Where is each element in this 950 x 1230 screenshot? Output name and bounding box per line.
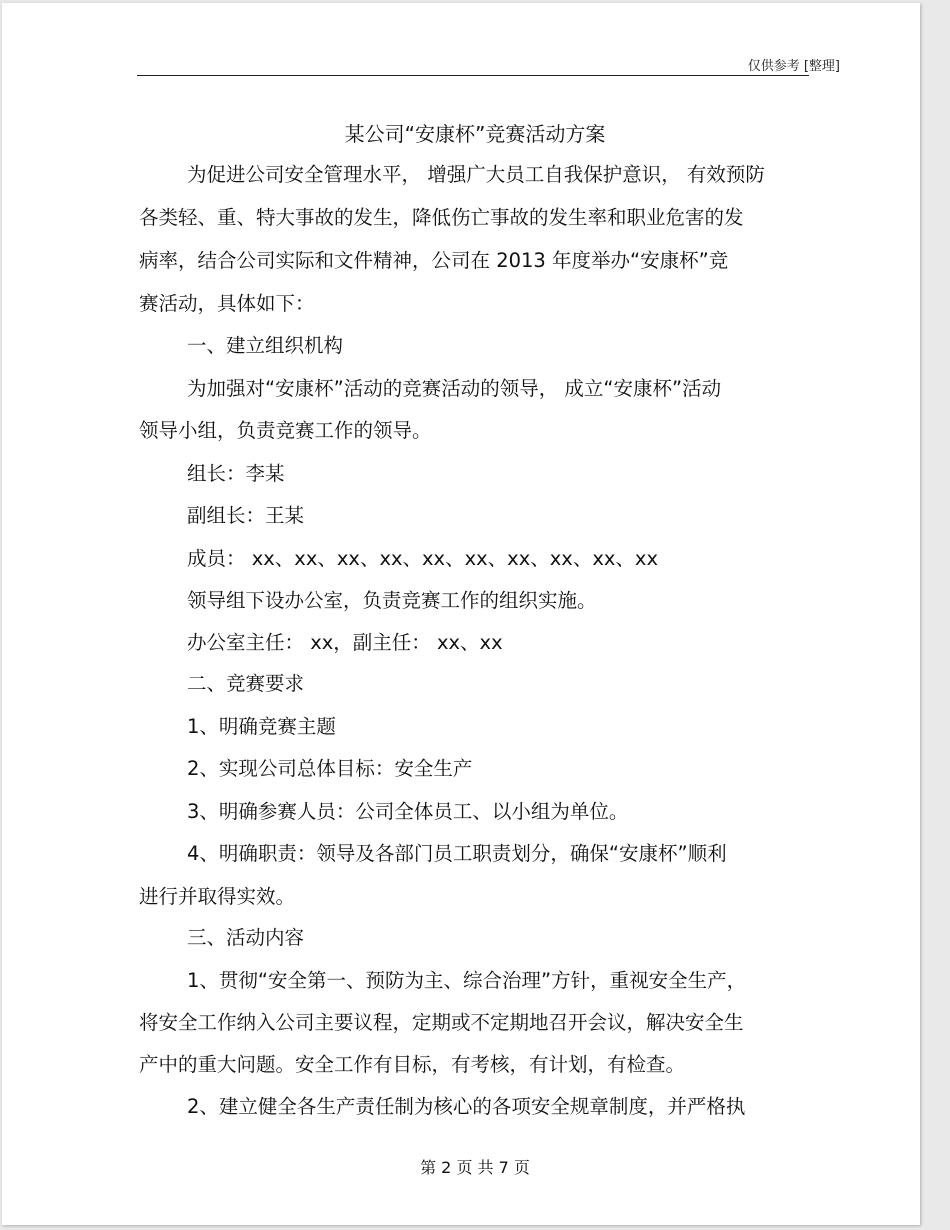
section-3-item-2-line-1: 2、建立健全各生产责任制为核心的各项安全规章制度，并严格执 [187,1095,746,1118]
group-leader: 组长：李某 [187,462,285,485]
section-1-para-line-2: 领导小组，负责竞赛工作的领导。 [139,419,432,442]
section-2-item-4-line-1: 4、明确职责：领导及各部门员工职责划分，确保“安康杯”顺利 [187,842,727,865]
intro-line-4: 赛活动，具体如下： [139,292,315,315]
section-3-item-1-line-3: 产中的重大问题。安全工作有目标，有考核，有计划，有检查。 [139,1053,686,1076]
section-2-item-3: 3、明确参赛人员：公司全体员工、以小组为单位。 [187,800,629,823]
page-indicator: 第 2 页 共 7 页 [420,1158,530,1177]
section-3-item-1-line-2: 将安全工作纳入公司主要议程，定期或不定期地召开会议，解决安全生 [139,1011,744,1034]
intro-line-1: 为促进公司安全管理水平， 增强广大员工自我保护意识， 有效预防 [187,163,765,186]
section-1-heading: 一、建立组织机构 [187,334,344,357]
office-note: 领导组下设办公室，负责竞赛工作的组织实施。 [187,589,597,612]
section-2-item-4-line-2: 进行并取得实效。 [139,885,296,908]
group-members: 成员： xx、xx、xx、xx、xx、xx、xx、xx、xx、xx [187,547,658,570]
section-2-heading: 二、竞赛要求 [187,672,305,695]
intro-line-3: 病率，结合公司实际和文件精神，公司在 2013 年度举办“安康杯”竞 [139,249,729,272]
header-note: 仅供参考 [整理] [747,59,840,74]
section-2-item-2: 2、实现公司总体目标：安全生产 [187,757,473,780]
section-1-para-line-1: 为加强对“安康杯”活动的竞赛活动的领导， 成立“安康杯”活动 [187,377,722,400]
office-staff: 办公室主任： xx，副主任： xx、xx [187,631,503,654]
intro-line-2: 各类轻、重、特大事故的发生，降低伤亡事故的发生率和职业危害的发 [139,206,744,229]
section-3-heading: 三、活动内容 [187,926,305,949]
section-2-item-1: 1、明确竞赛主题 [187,715,336,738]
document-title: 某公司“安康杯”竞赛活动方案 [344,122,606,146]
group-vice-leader: 副组长：王某 [187,504,305,527]
header-rule [137,75,809,76]
section-3-item-1-line-1: 1、贯彻“安全第一、预防为主、综合治理”方针，重视安全生产， [187,969,747,992]
